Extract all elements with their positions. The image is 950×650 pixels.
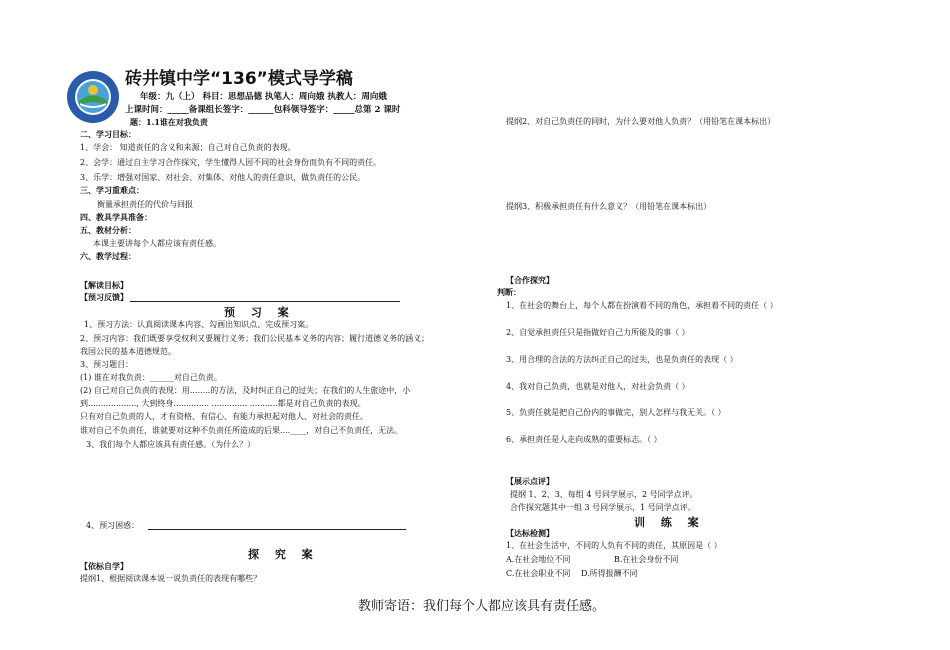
judge-item-3: 3、用合理的合法的方法纠正自己的过失，也是负责任的表现（ ） [506,355,738,364]
option-b: B.在社会身份不同 [614,555,679,564]
preview-doubts-label: 4、预习困惑： [86,521,140,530]
preview-content: 2、预习内容：我们既要享受权利又要履行义务；我们公民基本义务的内容；履行道德义务的涵义； [80,334,430,343]
preview-doubts-line [148,529,406,530]
preview-feedback-line [130,301,400,302]
preview-method: 1、预习方法：认真阅读课本内容、勾画出知识点、完成预习案。 [84,320,314,329]
preview-question-2c: 只有对自己负责的人，才有资格、有信心、有能力承担起对他人、对社会的责任。 [80,412,368,421]
meta-line-2: 上课时间：_____备课组长签字：______包科领导签字：_____总第 2 课时 [125,105,401,115]
outline-2: 提纲2、对自己负责任的同时，为什么要对他人负责？（用铅笔在课本标出） [506,117,776,126]
meta-line-1: 年级：九（上） 科目：思想品德 执笔人：周向娥 执教人：周向娥 [140,92,387,102]
self-study-heading: 【依标自学】 [80,561,128,571]
show-review-line-2: 合作探究题其中一组 3 号同学展示，1 号同学点评。 [510,503,696,512]
preview-question-1: (1) 谁在对我负责：______对自己负责。 [80,373,222,382]
test-question-1: 1、在社会生活中，不同的人负有不同的责任，其原因是（ ） [506,541,722,550]
training-section-title: 训 练 案 [634,516,705,529]
show-review-heading: 【展示点评】 [506,476,554,486]
key-points-text: 衡量承担责任的代价与回报 [97,200,193,209]
judge-item-2: 2、自觉承担责任只是指做好自己力所能及的事（ ） [506,328,690,337]
judge-item-5: 5、负责任就是把自己份内的事做完，别人怎样与我无关。（ ） [506,408,726,417]
judge-item-6: 6、承担责任是人走向成熟的重要标志。（ ） [506,435,662,444]
preview-question-2: (2) 自己对自己负责的表现：用........的方法，及时纠正自己的过失；在我们的人生旅途中，小 [80,386,411,395]
outline-3: 提纲3、积极承担责任有什么意义？（用铅笔在课本标出） [506,202,712,211]
option-d: D.所得报酬不同 [581,569,638,578]
analysis-text: 本课主要讲每个人都应该有责任感。 [93,239,221,248]
judge-heading: 判断： [497,287,521,297]
preview-questions-heading: 3、预习题目： [80,360,134,369]
school-emblem-icon [66,70,120,124]
preview-section-title: 预 习 案 [224,306,295,319]
process-heading: 六、教学过程： [80,251,136,261]
judge-item-4: 4、我对自己负责，也就是对他人，对社会负责（ ） [506,382,690,391]
objective-1: 1、学会： 知道责任的含义和来源；自己对自己负责的表现。 [80,143,296,152]
judge-item-1: 1、在社会的舞台上，每个人都在扮演着不同的角色，承担着不同的责任（ ） [506,301,778,310]
show-review-line-1: 提纲 1、2、3、每组 4 号同学展示，2 号同学点评。 [510,490,698,499]
page-title: 砖井镇中学“136”模式导学稿 [125,69,353,89]
goal-heading: 【解读目标】 [80,280,128,290]
preview-question-3: 3、我们每个人都应该具有责任感。（为什么？） [86,440,256,449]
analysis-heading: 五、教材分析： [80,225,136,235]
cooperation-heading: 【合作探究】 [506,275,554,285]
key-points-heading: 三、学习重难点： [80,185,144,195]
preview-question-2d: 谁对自己不负责任，谁就要对这种不负责任所造成的后果....____，对自己不负责任，无法。 [80,426,403,435]
objectives-heading: 二、学习目标： [80,129,136,139]
preview-question-2b: 到..................., 大到终身.............. .............. ...........都是对自己负责的表现。 [80,399,366,408]
tools-heading: 四、教具学具准备： [80,212,152,222]
lesson-topic: 题：1.1谁在对我负责 [130,117,208,127]
outline-1: 提纲1、根据阅读课本说一说负责任的表现有哪些？ [80,574,262,583]
teacher-message: 教师寄语：我们每个人都应该具有责任感。 [358,599,606,614]
test-heading: 【达标检测】 [506,528,554,538]
objective-3: 3、乐学：增强对国家、对社会、对集体、对他人的责任意识，做负责任的公民。 [80,173,366,182]
option-c: C.在社会职业不同 [506,569,571,578]
objective-2: 2、会学：通过自主学习合作探究，学生懂得人因不同的社会身份而负有不同的责任。 [80,158,382,167]
preview-feedback-heading: 【预习反馈】 [80,292,128,302]
option-a: A.在社会地位不同 [506,555,571,564]
explore-section-title: 探 究 案 [248,548,319,561]
preview-content-cont: 我国公民的基本道德规范。 [80,347,176,356]
